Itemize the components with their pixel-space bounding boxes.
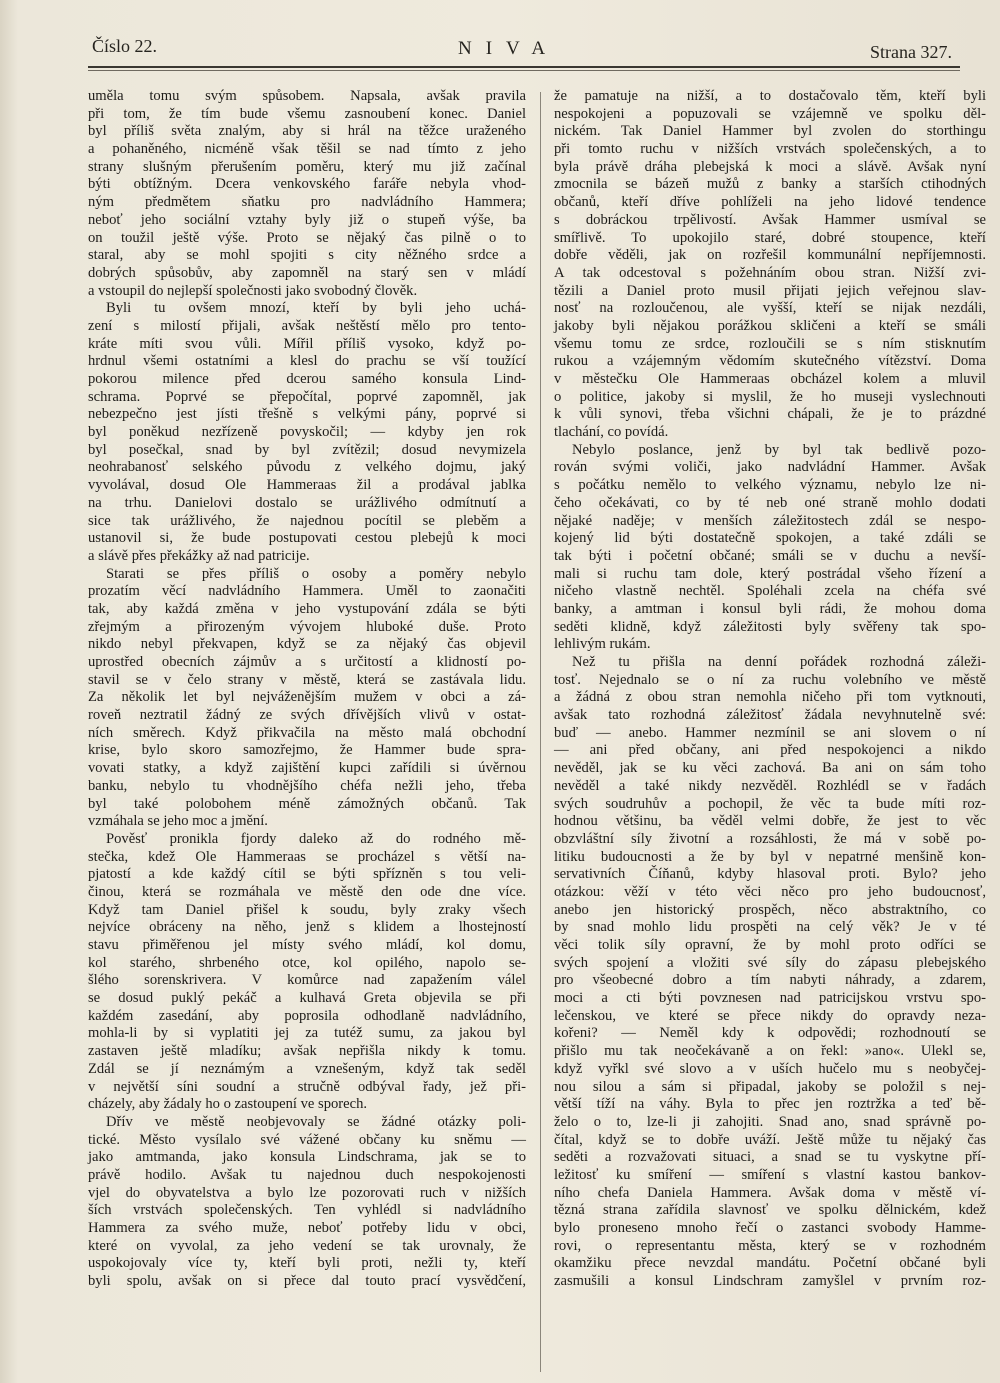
text-line: tické. Město vysílalo své vážené občany ku sněmu — (88, 1131, 526, 1148)
text-line: nějaké naděje; v menších záležitostech zdál se nespo- (554, 512, 986, 529)
text-line: neboť jeho sociální vztahy byly již o stupeň výše, ba (88, 211, 526, 228)
text-line: by snad mohlo lidu prospěti na celý věk? Je v té (554, 919, 986, 936)
text-line: roveň neztratil žádný ze svých dřívějších vlivů v ostat- (88, 707, 526, 724)
text-line: kol starého, shrbeného otce, kol opilého, napolo se- (88, 954, 526, 971)
text-line: byl posečkal, snad by byl zvítězil; dosud nevymizela (88, 441, 526, 458)
text-line: všemu tomu ze srdce, rozloučili se s ním stisknutím (554, 335, 986, 352)
text-line: smířlivě. To upokojilo staré, dobré stoupence, kteří (554, 229, 986, 246)
text-line: jako amtmanda, jako konsula Lindschrama, jak se to (88, 1149, 526, 1166)
issue-number: Číslo 22. (92, 36, 158, 56)
text-line: občanů, kteří dříve pohlíželi na jeho lidové tendence (554, 194, 986, 211)
text-line: právě hodilo. Avšak tu najednou duch nespokojenosti (88, 1166, 526, 1183)
text-line: tězili a Daniel proto musil přijati jejich veřejnou slav- (554, 282, 986, 299)
text-line: banku, nebylo tu vhodnějšího chéfa nežli jeho, třeba (88, 777, 526, 794)
text-line: kořeni? — Neměl kdy k odpovědi; rozhodnoutí se (554, 1025, 986, 1042)
text-line: schrama. Poprvé se přepočítal, poprvé zapomněl, jak (88, 388, 526, 405)
magazine-title: NIVA (458, 38, 560, 59)
text-line: kráte míti svou vůli. Mířil příliš vysoko, když po- (88, 335, 526, 352)
text-line: Než tu přišla na denní pořádek rozhodná záleži- (572, 654, 986, 670)
text-line: okamžiku přece nevzdal mandátu. Početní občané byli (554, 1255, 986, 1272)
text-line: přišlo mu tak neočekávaně a on řekl: »ano«. Ulekl se, (554, 1043, 986, 1060)
text-line: mali si ruchu tam dole, který postrádal všeho řízení a (554, 565, 986, 582)
text-line: zastaven ještě mladíku; avšak nepřišla nikdy k tomu. (88, 1043, 526, 1060)
header-rule (88, 66, 960, 68)
text-line: litiku budoucnosti a že by byl v nepatrné menšině kon- (554, 848, 986, 865)
text-line: tězná strana zařídila slavnosť ve spolku dělnickém, kdež (554, 1202, 986, 1219)
text-line: stečka, kdež Ole Hammeraas se procházel s větší na- (88, 848, 526, 865)
left-column (88, 88, 526, 1291)
text-line: rukou a vzájemným vědomím skutečného vítězství. Doma (554, 353, 986, 370)
text-line: nespokojeni a popuzovali se vzájemně ve spolku děl- (554, 105, 986, 122)
page-number: Strana 327. (870, 42, 952, 62)
text-line: rovi, o representantu města, který se v rozhodném (554, 1237, 986, 1254)
text-line: pokorou milence před dcerou samého konsula Lind- (88, 371, 526, 387)
text-line: uměla tomu svým spůsobem. Napsala, avšak pravila (88, 88, 526, 104)
text-line: nevěděl, jak se ku věci zachová. Ba ani on sám toho (554, 760, 986, 777)
text-line: byl také polobohem méně zámožných občanů. Tak (88, 795, 526, 812)
text-line: tak, aby každá změna v jeho vystupování zdála se býti (88, 600, 526, 617)
text-line: že pamatuje na nižší, a to dostačovalo těm, kteří byli (554, 88, 986, 104)
text-line: lečenskou, ve které se přece nikdy do opravdy neza- (554, 1007, 986, 1024)
text-line: lehlivým rukám. (554, 636, 651, 653)
right-column (554, 88, 986, 1291)
text-line: byli spolu, avšak on si přece dal touto prací vysvědčení, (88, 1273, 526, 1290)
text-line: Nebylo poslance, jenž by byl tak bedlivě pozo- (572, 441, 986, 458)
text-line: zasmušili a konsul Lindschram zamyšlel v prvním roz- (554, 1273, 986, 1290)
text-line: v největší síni soudní a stručně odbýval řady, jež při- (88, 1078, 526, 1095)
text-line: činou, která se rozmáhala ve městě den ode dne více. (88, 883, 526, 900)
text-line: prozatím věcí nadvládního Hammera. Uměl to zaonačiti (88, 583, 526, 600)
text-line: ničeho vlastně nechtěl. Spoléhali zcela na chéfa své (554, 583, 986, 600)
text-line: nevěděl a také nikdy nezvěděl. Rozhlédl se v řadách (554, 777, 986, 794)
text-line: ních směrech. Když přikvačila na město malá obchodní (88, 724, 526, 741)
text-line: Starati se přes příliš o osoby a poměry nebylo (106, 565, 526, 582)
text-line: nosť na rozloučenou, ale vyšší, kteří se nijak nezdáli, (554, 300, 986, 317)
text-line: cházely, aby žádaly ho o zastoupení ve sporech. (88, 1096, 368, 1113)
text-line: nickém. Tak Daniel Hammer byl zvolen do storthingu (554, 123, 986, 140)
text-line: a slávě přes překážky až nad patricije. (88, 547, 310, 564)
text-line: každém zasedání, aby poprosila odhodlaně nadvládního, (88, 1007, 526, 1024)
text-line: o politice, jakoby si myslil, že ho museji vyslechnouti (554, 388, 986, 405)
text-line: když vyřkl své slovo a v uších hučelo mu s neobyčej- (554, 1060, 986, 1077)
text-line: uprostřed obecních zájmův a s určitostí a klidností po- (88, 654, 526, 670)
text-line: hrdnul všemi ostatními a klesl do prachu se vší toužící (88, 353, 526, 370)
text-line: nejvíce obráceny na něho, jenž s klidem a lhostejností (88, 919, 526, 936)
text-line: vjel do obyvatelstva a bylo lze pozorovati ruch v nižších (88, 1184, 526, 1201)
text-line: zřejmým a přirozeným vývojem hluboké duše. Proto (88, 618, 526, 635)
text-line: v městečku Ole Hammeraas obcházel kolem a mluvil (554, 371, 986, 387)
text-line: — ani před občany, ani před nespokojenci a nikdo (554, 742, 986, 759)
text-line: které on vyvolal, za jeho vedení se tak urovnaly, že (88, 1237, 526, 1254)
text-line: tosť. Nejednalo se o ní za ruchu volebního ve městě (554, 671, 986, 688)
text-line: Když tam Daniel přišel k soudu, byly zraky všech (88, 901, 526, 918)
text-line: tlachání, co povídá. (554, 424, 669, 441)
text-line: Za několik let byl nejváženějším mužem v obci a zá- (88, 689, 526, 706)
text-line: staral, aby se mohl spojiti s city něžného srdce a (88, 247, 526, 264)
text-line: krise, bylo skoro samozřejmo, že Hammer bude spra- (88, 742, 526, 759)
text-line: s dobráckou trpělivostí. Avšak Hammer usmíval se (554, 211, 986, 228)
text-line: Byli tu ovšem mnozí, kteří by byli jeho uchá- (106, 300, 526, 317)
text-line: servativních Číňanů, kdyby hlasoval proti. Bylo? jeho (554, 866, 986, 883)
text-line: svých soudruhův a pochopil, že věc ta bude míti roz- (554, 795, 986, 812)
text-line: strany slušným přerušením poměru, který mu již začínal (88, 158, 526, 175)
text-line: při tom, že tím bude všemu zasnoubení konec. Daniel (88, 105, 526, 122)
text-line: ších vrstvách společenských. Ten vyhlédl si nadvládního (88, 1202, 526, 1219)
text-line: vzmáhala se jeho moc a jmění. (88, 813, 268, 830)
text-line: se dosud puklý pekáč a kulhavá Greta objevila se při (88, 990, 526, 1007)
text-line: Hammera za svého muže, neboť potřeby lidu v obci, (88, 1220, 526, 1236)
text-line: větší tíží na váhy. Byla to přec jen roztržka a teď bě- (554, 1096, 986, 1113)
page-header (78, 36, 960, 70)
text-line: seděti klidně, když záležitosti byly svěřeny tak spo- (554, 618, 986, 635)
text-line: buď — anebo. Hammer nezmínil se ani slovem o ní (554, 724, 986, 741)
text-line: zmocnila se bázeň mužů z banky a starších ctihodných (554, 176, 986, 193)
text-line: svých spojení a vložiti své síly do zápasu plebejského (554, 954, 986, 971)
text-line: anebo jen historický prospěch, něco abstraktního, co (554, 901, 986, 918)
text-line: byl příliš světa znalým, aby si hrál na těžce uraženého (88, 123, 526, 140)
text-line: ního chefa Daniela Hammera. Avšak doma v městě ví- (554, 1184, 986, 1201)
text-line: ležitosť ku smíření — smíření s vlastní kastou bankov- (554, 1166, 986, 1183)
text-line: tak býti i početní občané; smáli se v duchu a nevší- (554, 547, 986, 564)
text-line: seděti a rozvažovati situaci, a snad se tu vyskytne pří- (554, 1149, 986, 1166)
text-line: při tomto ruchu v nižších vrstvách společenských, a to (554, 141, 986, 158)
text-line: on toužil ještě výše. Proto se nějaký čas pilně o to (88, 229, 526, 246)
text-line: mohla-li by si vyplatiti jej za tutéž sumu, za jakou byl (88, 1025, 526, 1042)
text-line: ustanovil si, že bude postupovati cestou plebejů k moci (88, 530, 526, 547)
text-line: býti obtížným. Dcera venkovského faráře nebyla vhod- (88, 176, 526, 193)
text-line: vyvolával, dosud Ole Hammeraas žil a prodával jablka (88, 477, 526, 494)
text-line: vovati statky, a když zajištění kupci zařídili si úvěrnou (88, 760, 526, 777)
text-line: nou silou a sám si připadal, jakoby se položil s nej- (554, 1078, 986, 1095)
text-line: k vůli synovi, třeba všichni chápali, že je to prázdné (554, 406, 986, 423)
text-line: a pohaněného, nicméně však těšil se nad tímto z jeho (88, 141, 526, 158)
text-line: čítal, když se to dobře uváží. Ještě může tu nějaký čas (554, 1131, 986, 1148)
text-line: byl poněkud nezřízeně povyskočil; — kdyby jen rok (88, 424, 526, 441)
text-line: banky, a amtman i konsul byli rádi, že mohou doma (554, 600, 986, 617)
column-divider (540, 92, 541, 1372)
header-rule-thin (88, 70, 960, 71)
text-line: na trhu. Danielovi dostalo se urážlivého odmítnutí a (88, 494, 526, 511)
text-line: s počátku nemělo to velkého významu, nebylo lze ni- (554, 477, 986, 494)
text-line: stavil se v čelo strany v městě, která se zastávala lidu. (88, 671, 526, 688)
text-line: ným předmětem sňatku pro nadvládního Hammera; (88, 194, 526, 211)
text-line: sice tak urážlivého, že najednou pocítil se pleběm a (88, 512, 526, 529)
text-line: uspokojovaly více ty, kteří byli proti, nežli ty, kteří (88, 1255, 526, 1272)
text-line: věci tolik síly opravní, že by mohl proto odříci se (554, 937, 986, 953)
text-line: čeho očekávati, co by té neb oné straně mohlo dodati (554, 494, 986, 511)
text-line: A tak odcestoval s požehnáním obou stran. Nižší zvi- (554, 264, 986, 281)
text-line: obzvláštní síly životní a rozsáhlosti, že má v sobě po- (554, 830, 986, 847)
text-line: kojený lid býti dostatečně spokojen, a také zdáli se (554, 530, 986, 547)
text-line: moci a cti býti povznesen nad patricijskou vrstvu spo- (554, 990, 986, 1007)
text-line: zení s milostí přijali, avšak neštěstí mělo pro tento- (88, 317, 526, 334)
text-line: šlého sorenskrivera. V komůrce nad zapažením válel (88, 972, 526, 989)
text-line: rován svými voliči, jako nadvládní Hammer. Avšak (554, 459, 986, 476)
text-line: bylo proneseno mnoho řečí o zastanci svobody Hamme- (554, 1220, 986, 1236)
text-line: želo o to, lze-li ji zahojiti. Snad ano, snad správně po- (554, 1113, 986, 1130)
text-line: Pověsť pronikla fjordy daleko až do rodného mě- (106, 830, 526, 847)
text-line: dobrých spůsobův, aby zapomněl na starý sen v mládí (88, 264, 526, 281)
text-line: Dřív ve městě neobjevovaly se žádné otázky poli- (106, 1113, 526, 1130)
text-line: Zdál se jí neznámým a vznešeným, když tak seděl (88, 1060, 526, 1077)
text-line: byla právě dráha plebejská k moci a slávě. Avšak nyní (554, 158, 986, 175)
text-line: jakoby byli nějakou porážkou skličeni a kteří se smáli (554, 317, 986, 334)
text-line: nebezpečno jest jísti třešně s velkými pány, poprvé si (88, 406, 526, 423)
text-line: nikdo nebyl překvapen, když se za nějaký čas objevil (88, 636, 526, 653)
text-line: otázkou: věží v této věci něco pro jeho budoucnosť, (554, 883, 986, 900)
text-line: pro všeobecné dobro a tím nabyti náhrady, a zdarem, (554, 972, 986, 989)
text-line: pjatostí a kde každý cítil se býti spřízněn s tou veli- (88, 866, 526, 883)
text-line: dobře věděli, jak on rozřešil kommunální nepříjemnosti. (554, 247, 986, 264)
text-line: hodnou většinu, ba věděl velmi dobře, že jest to věc (554, 813, 986, 830)
text-line: a vstoupil do nejlepší společnosti jako svobodný člověk. (88, 282, 418, 299)
text-line: stavu přiměřenou jel místy svého mládí, kol domu, (88, 937, 526, 953)
text-line: a žádná z obou stran nemohla ničeho při tom vytknouti, (554, 689, 986, 706)
text-line: avšak tato rozhodná záležitosť žádala nevyhnutelně své: (554, 707, 986, 724)
text-line: neohrabanosť selského původu z velkého dojmu, jaký (88, 459, 526, 476)
